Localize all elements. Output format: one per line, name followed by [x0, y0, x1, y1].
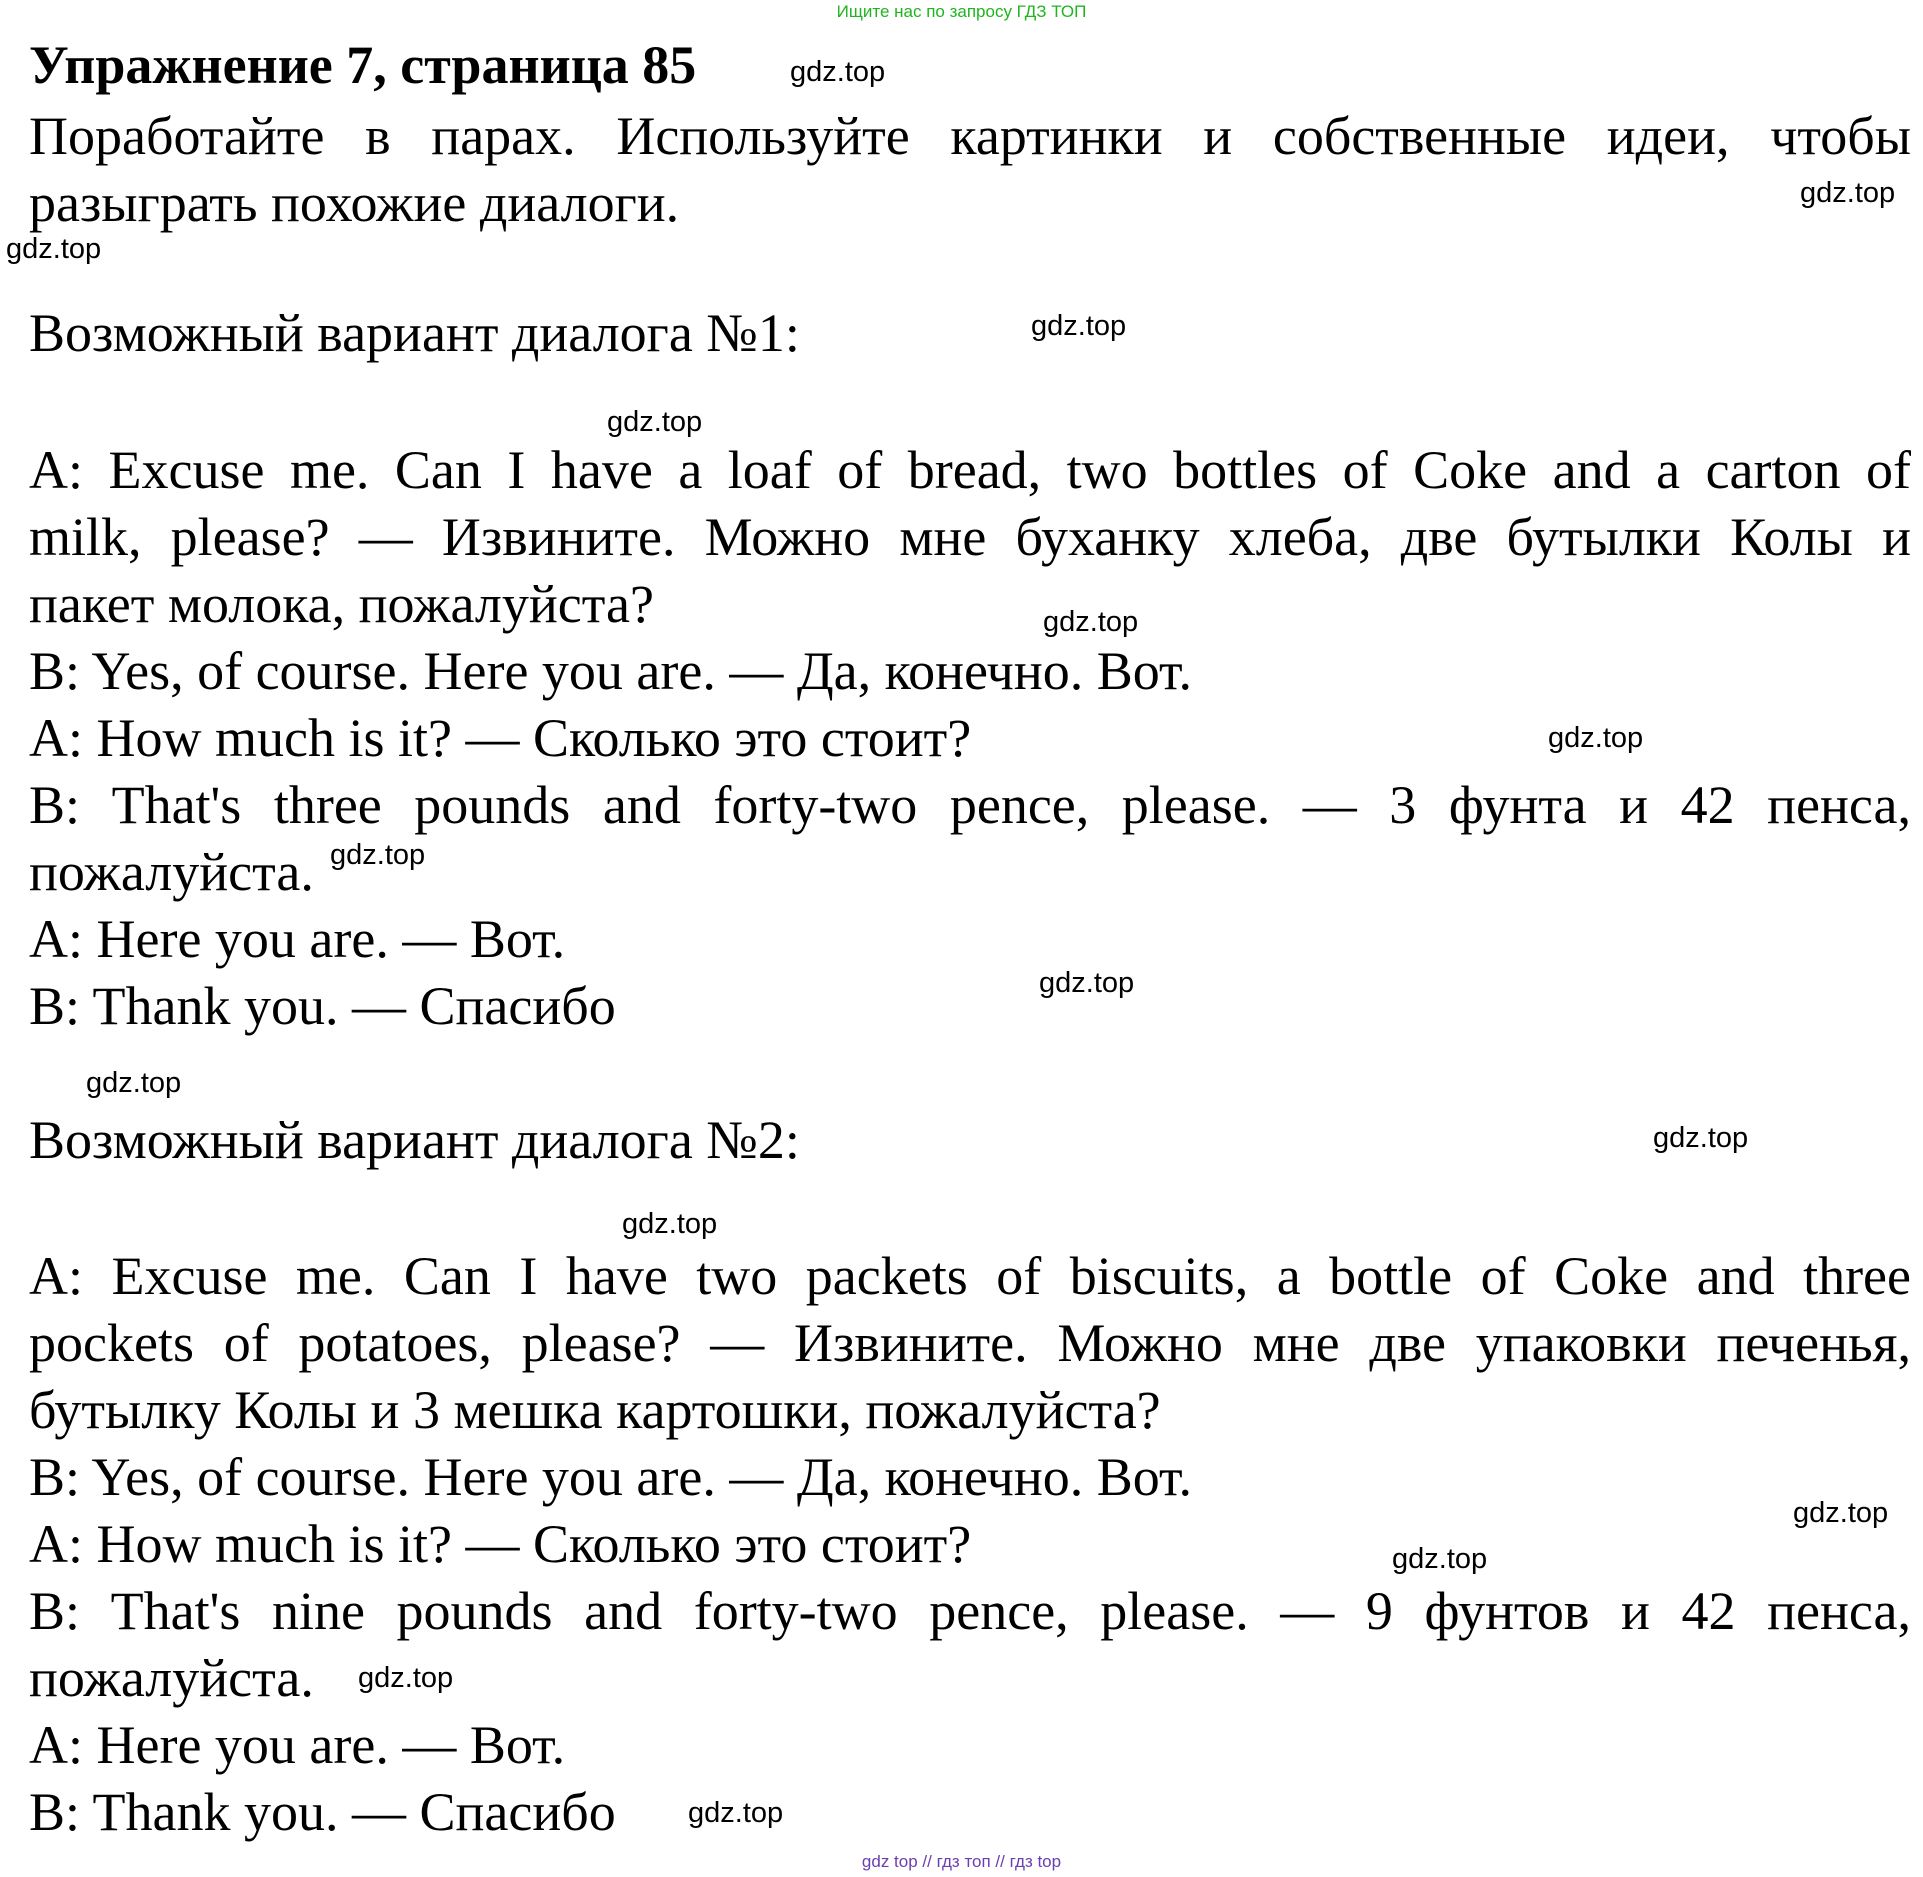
- dialog1-line: A: Here you are. — Вот.: [29, 909, 566, 969]
- dialog1-line: пакет молока, пожалуйста?: [29, 574, 654, 634]
- dialog2-line: B: Yes, of course. Here you are. — Да, конечно. Вот.: [29, 1447, 1193, 1507]
- dialog2-line: бутылку Колы и 3 мешка картошки, пожалуйста?: [29, 1380, 1161, 1440]
- dialog2-line: A: Excuse me. Can I have two packets of biscuits, a bottle of Coke and three: [29, 1246, 1911, 1306]
- bottom-banner: gdz top // гдз топ // гдз top: [861, 1852, 1062, 1871]
- watermark: gdz.top: [1793, 1497, 1889, 1529]
- instruction-line-1: Поработайте в парах. Используйте картинки и собственные идеи, чтобы: [29, 106, 1911, 166]
- watermark: gdz.top: [1043, 606, 1139, 638]
- watermark: gdz.top: [330, 839, 426, 871]
- dialog1-line: A: Excuse me. Can I have a loaf of bread, two bottles of Coke and a carton of: [29, 440, 1911, 500]
- dialog2-line: B: That's nine pounds and forty-two pence, please. — 9 фунтов и 42 пенса,: [29, 1581, 1911, 1641]
- watermark: gdz.top: [1800, 177, 1896, 209]
- dialog1-line: пожалуйста.: [29, 842, 314, 902]
- dialog2-line: A: Here you are. — Вот.: [29, 1715, 566, 1775]
- watermark: gdz.top: [790, 56, 886, 88]
- dialog1-line: milk, please? — Извините. Можно мне буханку хлеба, две бутылки Колы и: [29, 507, 1911, 567]
- watermark: gdz.top: [6, 233, 102, 265]
- instruction-line-2: разыграть похожие диалоги.: [29, 173, 680, 233]
- watermark: gdz.top: [1031, 310, 1127, 342]
- dialog1-line: B: That's three pounds and forty-two pence, please. — 3 фунта и 42 пенса,: [29, 775, 1911, 835]
- watermark: gdz.top: [607, 406, 703, 438]
- watermark: gdz.top: [86, 1067, 182, 1099]
- dialog1-line: B: Yes, of course. Here you are. — Да, конечно. Вот.: [29, 641, 1193, 701]
- dialog2-line: A: How much is it? — Сколько это стоит?: [29, 1514, 972, 1574]
- dialog2-line: пожалуйста.: [29, 1648, 314, 1708]
- dialog2-line: B: Thank you. — Спасибо: [29, 1782, 616, 1842]
- watermark: gdz.top: [688, 1797, 784, 1829]
- dialog2-heading: Возможный вариант диалога №2:: [29, 1110, 800, 1170]
- dialog1-heading: Возможный вариант диалога №1:: [29, 303, 800, 363]
- dialog1-line: A: How much is it? — Сколько это стоит?: [29, 708, 972, 768]
- watermark: gdz.top: [1548, 722, 1644, 754]
- page-title: Упражнение 7, страница 85: [29, 35, 697, 95]
- dialog1-line: B: Thank you. — Спасибо: [29, 976, 616, 1036]
- dialog2-line: pockets of potatoes, please? — Извините. Можно мне две упаковки печенья,: [29, 1313, 1911, 1373]
- watermark: gdz.top: [1392, 1543, 1488, 1575]
- top-banner: Ищите нас по запросу ГДЗ ТОП: [836, 2, 1087, 21]
- watermark: gdz.top: [1653, 1122, 1749, 1154]
- watermark: gdz.top: [1039, 967, 1135, 999]
- watermark: gdz.top: [358, 1662, 454, 1694]
- watermark: gdz.top: [622, 1208, 718, 1240]
